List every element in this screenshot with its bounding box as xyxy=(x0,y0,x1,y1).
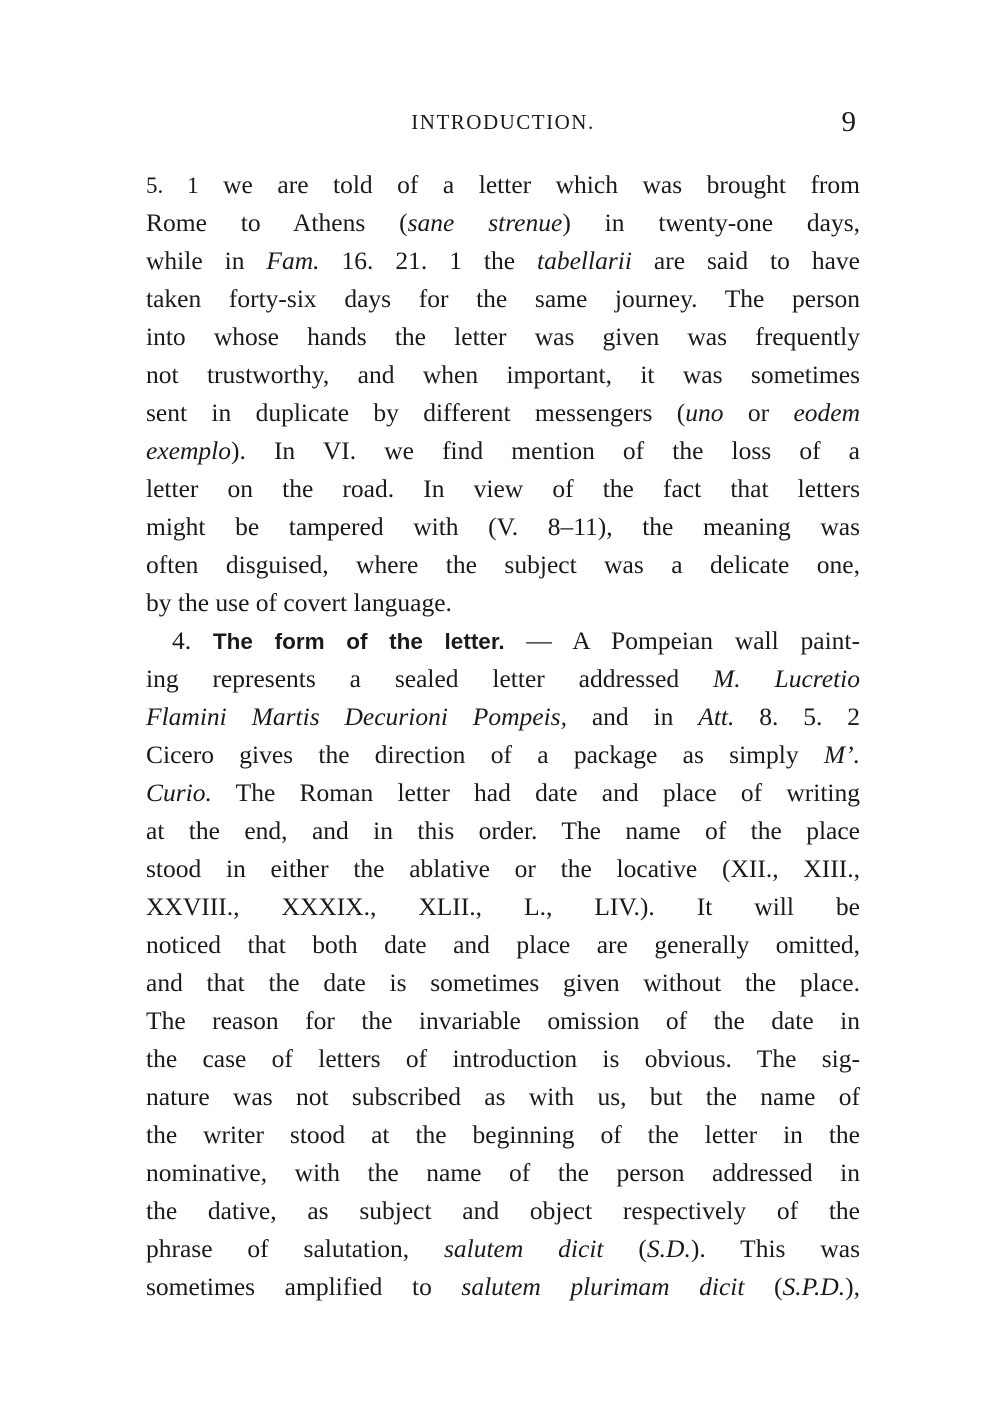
text-line: often disguised, where the subject was a delicate one, xyxy=(146,550,860,579)
text-line: and that the date is sometimes given without the place. xyxy=(146,968,860,997)
running-title: INTRODUCTION. xyxy=(411,110,595,134)
text-line: 5. 1 we are told of a letter which was brought from xyxy=(146,170,861,199)
section-heading: The form of the letter. xyxy=(212,629,505,654)
text-line: at the end, and in this order. The name of the place xyxy=(146,816,860,845)
text-line: sent in duplicate by different messengers (uno or eodem xyxy=(146,398,860,427)
text-line: The reason for the invariable omission of the date in xyxy=(146,1006,860,1035)
text-line: exemplo). In VI. we find mention of the loss of a xyxy=(146,436,860,465)
text-line: Cicero gives the direction of a package as simply M’. xyxy=(146,740,860,769)
text-line: Flamini Martis Decurioni Pompeis, and in Att. 8. 5. 2 xyxy=(146,702,860,731)
text-line: phrase of salutation, salutem dicit (S.D.). This was xyxy=(146,1234,860,1263)
page-header xyxy=(146,106,860,140)
text-line: XXVIII., XXXIX., XLII., L., LIV.). It will be xyxy=(146,892,860,921)
text-line: while in Fam. 16. 21. 1 the tabellarii are said to have xyxy=(146,246,860,275)
body-text xyxy=(146,166,860,1306)
text-line: by the use of covert language. xyxy=(146,588,452,617)
text-line: taken forty-six days for the same journey. The person xyxy=(146,284,860,313)
text-line: stood in either the ablative or the locative (XII., XIII., xyxy=(146,854,860,883)
text-line: nature was not subscribed as with us, but the name of xyxy=(146,1082,860,1111)
text-line: ing represents a sealed letter addressed M. Lucretio xyxy=(146,664,860,693)
text-line: the writer stood at the beginning of the letter in the xyxy=(146,1120,860,1149)
text-line: letter on the road. In view of the fact that letters xyxy=(146,474,860,503)
page-number: 9 xyxy=(841,106,856,138)
text-line: nominative, with the name of the person addressed in xyxy=(146,1158,860,1187)
text-line: the dative, as subject and object respectively of the xyxy=(146,1196,860,1225)
text-line: into whose hands the letter was given was frequently xyxy=(146,322,860,351)
text-line: not trustworthy, and when important, it was sometimes xyxy=(146,360,860,389)
section-heading-line: 4. The form of the letter. — A Pompeian wall paint- xyxy=(172,626,860,655)
text-line: Curio. The Roman letter had date and place of writing xyxy=(146,778,860,807)
text-line: sometimes amplified to salutem plurimam dicit (S.P.D.), xyxy=(146,1272,860,1301)
text-line: might be tampered with (V. 8–11), the meaning was xyxy=(146,512,860,541)
text-line: the case of letters of introduction is obvious. The sig- xyxy=(146,1044,860,1073)
text-line: Rome to Athens (sane strenue) in twenty-one days, xyxy=(146,208,861,237)
text-line: noticed that both date and place are generally omitted, xyxy=(146,930,860,959)
